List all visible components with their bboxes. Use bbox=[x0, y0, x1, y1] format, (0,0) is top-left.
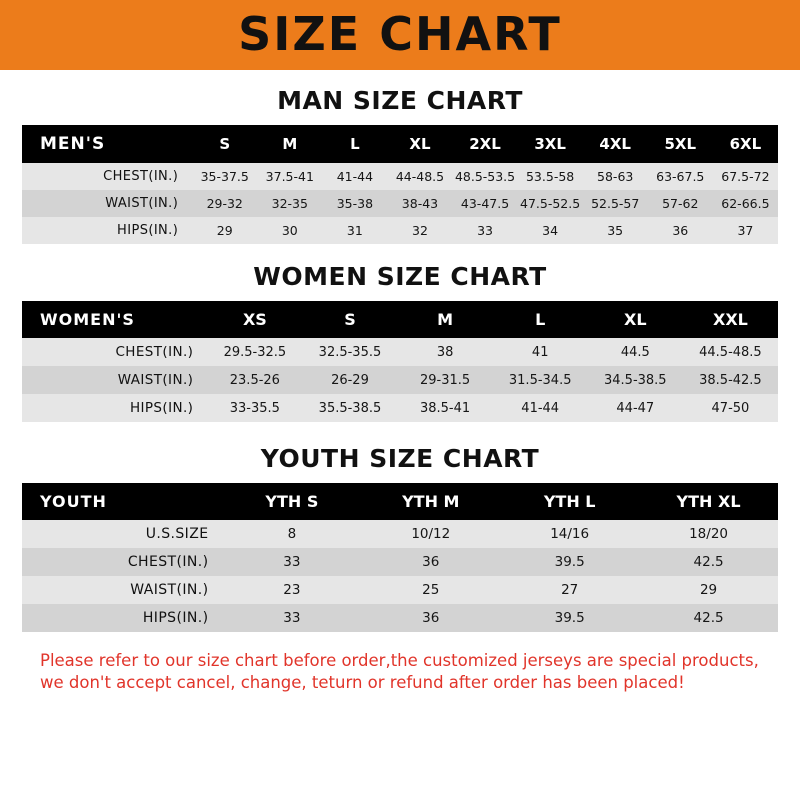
man-size-table bbox=[22, 125, 778, 244]
table-cell: 41 bbox=[531, 344, 549, 360]
header-band bbox=[0, 0, 800, 70]
table-cell: 38.5-42.5 bbox=[699, 372, 762, 388]
table-cell: 32.5-35.5 bbox=[318, 344, 382, 360]
table-row-label: HIPS(IN.) bbox=[142, 610, 209, 626]
table-cell: 29-32 bbox=[206, 196, 243, 211]
table-row-label: CHEST(IN.) bbox=[115, 344, 194, 360]
table-corner-label: MEN'S bbox=[22, 125, 192, 163]
table-row bbox=[22, 394, 778, 422]
table-cell: 41-44 bbox=[521, 400, 560, 416]
table-column-header: YTH XL bbox=[639, 483, 778, 520]
table-row-label: CHEST(IN.) bbox=[103, 169, 179, 184]
table-column-header: XXL bbox=[683, 301, 778, 338]
table-cell: 37 bbox=[737, 223, 754, 238]
table-column-header: L bbox=[322, 125, 387, 163]
table-column-header: XL bbox=[387, 125, 452, 163]
table-column-header: 4XL bbox=[583, 125, 648, 163]
table-cell: 29.5-32.5 bbox=[223, 344, 287, 360]
table-cell: 34 bbox=[542, 223, 559, 238]
table-cell: 18/20 bbox=[689, 526, 728, 542]
table-cell: 29 bbox=[216, 223, 233, 238]
table-row bbox=[22, 548, 778, 576]
table-cell: 38 bbox=[436, 344, 454, 360]
table-corner-label: WOMEN'S bbox=[22, 301, 207, 338]
table-cell: 35.5-38.5 bbox=[318, 400, 382, 416]
table-cell: 14/16 bbox=[550, 526, 590, 542]
table-cell: 35-37.5 bbox=[200, 169, 249, 184]
table-row-label: WAIST(IN.) bbox=[130, 582, 209, 598]
youth-size-table bbox=[22, 483, 778, 632]
table-cell: 47-50 bbox=[711, 400, 750, 416]
table-cell: 39.5 bbox=[554, 610, 585, 626]
table-row bbox=[22, 338, 778, 366]
table-cell: 39.5 bbox=[554, 554, 585, 570]
youth-table-head bbox=[22, 483, 778, 520]
table-cell: 31.5-34.5 bbox=[508, 372, 572, 388]
table-row bbox=[22, 366, 778, 394]
table-cell: 37.5-41 bbox=[265, 169, 314, 184]
table-column-header: S bbox=[192, 125, 257, 163]
table-cell: 42.5 bbox=[693, 554, 724, 570]
women-section-title: WOMEN SIZE CHART bbox=[253, 262, 547, 291]
table-column-header: 5XL bbox=[648, 125, 713, 163]
table-header-row bbox=[22, 301, 778, 338]
table-row bbox=[22, 576, 778, 604]
table-row-label: WAIST(IN.) bbox=[105, 196, 179, 211]
table-cell: 33-35.5 bbox=[229, 400, 280, 416]
table-cell: 35 bbox=[607, 223, 624, 238]
table-column-header: XL bbox=[588, 301, 683, 338]
table-column-header: YTH M bbox=[361, 483, 500, 520]
table-cell: 67.5-72 bbox=[721, 169, 770, 184]
table-cell: 58-63 bbox=[597, 169, 634, 184]
table-cell: 33 bbox=[283, 554, 301, 570]
table-row-label: U.S.SIZE bbox=[145, 526, 209, 542]
chart-content bbox=[0, 86, 800, 695]
table-cell: 44.5-48.5 bbox=[699, 344, 762, 360]
youth-table-body bbox=[22, 520, 778, 632]
table-cell: 32-35 bbox=[271, 196, 308, 211]
table-cell: 25 bbox=[422, 582, 440, 598]
table-column-header: S bbox=[302, 301, 397, 338]
table-corner-label: YOUTH bbox=[22, 483, 222, 520]
table-row bbox=[22, 163, 778, 190]
footer-note bbox=[22, 650, 778, 695]
table-column-header: XS bbox=[207, 301, 302, 338]
table-cell: 27 bbox=[561, 582, 579, 598]
table-column-header: YTH L bbox=[500, 483, 639, 520]
table-header-row bbox=[22, 483, 778, 520]
women-size-table bbox=[22, 301, 778, 422]
table-cell: 47.5-52.5 bbox=[520, 196, 581, 211]
table-cell: 26-29 bbox=[331, 372, 369, 388]
table-column-header: YTH S bbox=[222, 483, 361, 520]
table-column-header: L bbox=[493, 301, 588, 338]
table-cell: 42.5 bbox=[693, 610, 724, 626]
man-table-body bbox=[22, 163, 778, 244]
table-cell: 31 bbox=[346, 223, 363, 238]
table-row-label: CHEST(IN.) bbox=[127, 554, 209, 570]
table-cell: 36 bbox=[422, 610, 440, 626]
table-row bbox=[22, 520, 778, 548]
women-table-body bbox=[22, 338, 778, 422]
table-cell: 38-43 bbox=[401, 196, 439, 211]
man-section-title: MAN SIZE CHART bbox=[277, 86, 523, 115]
table-cell: 53.5-58 bbox=[525, 169, 575, 184]
table-cell: 48.5-53.5 bbox=[454, 169, 516, 184]
table-cell: 36 bbox=[422, 554, 440, 570]
table-cell: 57-62 bbox=[662, 196, 699, 211]
table-row-label: HIPS(IN.) bbox=[117, 223, 179, 238]
table-cell: 43-47.5 bbox=[460, 196, 510, 211]
table-cell: 29 bbox=[699, 582, 718, 598]
table-cell: 30 bbox=[281, 223, 298, 238]
youth-section-title: YOUTH SIZE CHART bbox=[260, 444, 540, 473]
table-cell: 10/12 bbox=[411, 526, 451, 542]
table-column-header: 3XL bbox=[518, 125, 583, 163]
table-cell: 38.5-41 bbox=[419, 400, 471, 416]
page-title: SIZE CHART bbox=[238, 7, 562, 61]
table-row-label: WAIST(IN.) bbox=[117, 372, 194, 388]
table-cell: 44-48.5 bbox=[395, 169, 445, 184]
table-row bbox=[22, 190, 778, 217]
table-cell: 44.5 bbox=[620, 344, 650, 360]
table-row-label: HIPS(IN.) bbox=[129, 400, 194, 416]
table-cell: 23 bbox=[283, 582, 301, 598]
table-cell: 8 bbox=[287, 526, 297, 542]
footer-note-line-2: we don't accept cancel, change, teturn or refund after order has been placed! bbox=[40, 673, 685, 693]
table-header-row bbox=[22, 125, 778, 163]
man-table-head bbox=[22, 125, 778, 163]
table-cell: 52.5-57 bbox=[591, 196, 640, 211]
table-cell: 23.5-26 bbox=[229, 372, 280, 388]
table-column-header: 2XL bbox=[453, 125, 518, 163]
table-cell: 63-67.5 bbox=[656, 169, 705, 184]
table-cell: 44-47 bbox=[616, 400, 655, 416]
table-cell: 41-44 bbox=[336, 169, 374, 184]
women-table-head bbox=[22, 301, 778, 338]
table-column-header: M bbox=[398, 301, 493, 338]
table-row bbox=[22, 217, 778, 244]
table-cell: 34.5-38.5 bbox=[604, 372, 667, 388]
table-cell: 29-31.5 bbox=[419, 372, 471, 388]
table-cell: 35-38 bbox=[336, 196, 374, 211]
table-row bbox=[22, 604, 778, 632]
table-cell: 33 bbox=[283, 610, 301, 626]
table-cell: 33 bbox=[477, 223, 493, 238]
table-cell: 36 bbox=[672, 223, 689, 238]
table-cell: 32 bbox=[412, 223, 428, 238]
table-column-header: M bbox=[257, 125, 322, 163]
table-cell: 62-66.5 bbox=[721, 196, 770, 211]
table-column-header: 6XL bbox=[713, 125, 778, 163]
footer-note-line-1: Please refer to our size chart before order,the customized jerseys are special products, bbox=[40, 651, 759, 670]
